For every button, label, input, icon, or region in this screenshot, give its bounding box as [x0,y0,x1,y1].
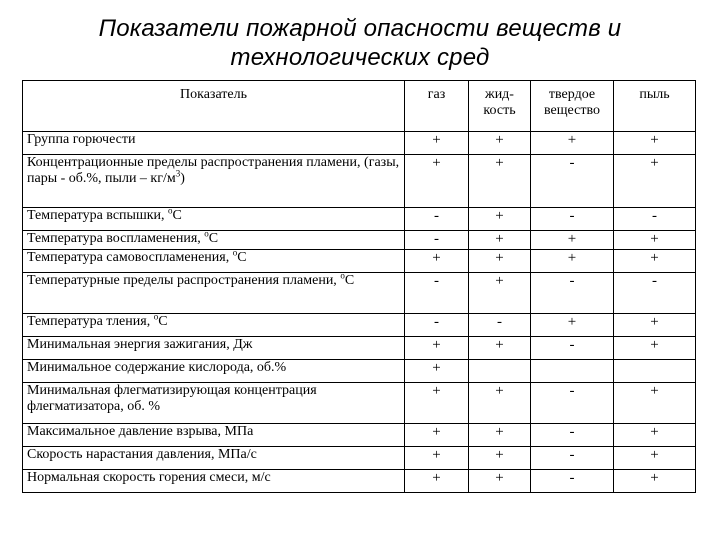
table-row [23,231,696,250]
indicator-unit-text: С [208,231,219,246]
cell-solid: + [531,314,614,337]
cell-gas: + [405,424,469,447]
cell-gas: - [405,208,469,231]
cell-dust [614,360,696,383]
cell-dust: - [614,273,696,314]
indicator-name-text: Максимальное давление взрыва, МПа [27,424,254,439]
cell-solid: + [531,250,614,273]
cell-liquid: + [469,155,531,208]
indicator-name-text: Минимальная флегматизирующая концентрация флегматизатора, об. % [27,383,317,414]
table-row [23,155,696,208]
cell-liquid [469,360,531,383]
header-gas: газ [405,81,469,132]
cell-liquid: + [469,383,531,424]
cell-gas: + [405,337,469,360]
indicator-name [23,205,405,231]
fire-hazard-table [22,80,696,493]
indicator-superscript: о [340,270,345,281]
indicator-superscript: 3 [175,168,181,179]
header-solid-line-1: твердое [548,87,596,102]
table-row [23,208,696,231]
title-line-2: технологических сред [230,44,490,71]
cell-liquid: + [469,337,531,360]
cell-solid: + [531,231,614,250]
header-dust: пыль [614,81,696,132]
cell-solid: - [531,447,614,470]
indicator-name [23,383,405,424]
cell-gas: - [405,231,469,250]
header-solid [531,81,614,132]
table-header-row [23,81,696,132]
indicator-name [23,228,405,250]
table-row [23,447,696,470]
indicator-superscript: о [204,228,209,239]
cell-dust: + [614,447,696,470]
header-liquid-line-1: жид- [485,87,514,102]
table-row [23,250,696,273]
indicator-name [23,360,405,383]
table-row [23,383,696,424]
indicator-name [23,270,405,314]
header-liquid [469,81,531,132]
indicator-name-text: Скорость нарастания давления, МПа/с [27,447,257,462]
page-title [0,14,720,72]
cell-liquid: - [469,314,531,337]
indicator-name [23,447,405,470]
cell-solid: + [531,132,614,155]
cell-gas: + [405,447,469,470]
cell-liquid: + [469,273,531,314]
cell-dust: + [614,337,696,360]
cell-liquid: + [469,132,531,155]
indicator-name [23,470,405,493]
table-row [23,360,696,383]
cell-liquid: + [469,208,531,231]
indicator-name-text: Нормальная скорость горения смеси, м/с [27,470,271,485]
indicator-unit-text: С [172,208,182,223]
table-row [23,273,696,314]
cell-gas: + [405,155,469,208]
cell-liquid: + [469,470,531,493]
cell-solid: - [531,424,614,447]
indicator-name-text: Группа горючести [27,132,136,147]
indicator-name-text: Температура вспышки, [27,208,169,223]
header-indicator: Показатель [23,81,405,132]
header-solid-line-2: вещество [544,103,600,118]
cell-dust: + [614,383,696,424]
indicator-name-text: Температура тления, [27,314,154,329]
indicator-name [23,132,405,155]
indicator-name-text: Температурные пределы распространения пламени, [27,273,341,288]
cell-gas: + [405,360,469,383]
header-liquid-line-2: кость [483,103,516,118]
cell-dust: + [614,250,696,273]
cell-liquid: + [469,424,531,447]
indicator-superscript: о [232,247,238,258]
cell-dust: + [614,231,696,250]
indicator-name [23,311,405,337]
cell-dust: + [614,155,696,208]
cell-gas: + [405,383,469,424]
indicator-name-text: Минимальная энергия зажигания, Дж [27,337,253,352]
cell-dust: + [614,132,696,155]
indicator-name-text: Температура воспламенения, [27,231,205,246]
cell-gas: + [405,250,469,273]
indicator-unit-text: С [237,250,247,265]
cell-dust: + [614,424,696,447]
table-row [23,337,696,360]
indicator-name [23,337,405,360]
cell-gas: + [405,132,469,155]
indicator-unit-text: ) [180,171,185,186]
cell-dust: + [614,314,696,337]
cell-gas: - [405,314,469,337]
cell-gas: + [405,470,469,493]
cell-solid: - [531,470,614,493]
cell-dust: + [614,470,696,493]
cell-solid: - [531,155,614,208]
table-row [23,314,696,337]
cell-solid: - [531,208,614,231]
indicator-name [23,247,405,273]
cell-liquid: + [469,250,531,273]
cell-dust: - [614,208,696,231]
indicator-name [23,424,405,447]
cell-liquid: + [469,447,531,470]
indicator-unit-text: С [344,273,355,288]
indicator-name-text: Концентрационные пределы распространения пламени, (газы, пары - об.%, пыли – кг/м [27,155,400,186]
indicator-unit-text: С [158,314,168,329]
cell-solid: - [531,273,614,314]
cell-solid: - [531,383,614,424]
indicator-name-text: Минимальное содержание кислорода, об.% [27,360,287,375]
cell-solid: - [531,337,614,360]
table-row [23,470,696,493]
table-row [23,424,696,447]
title-line-1: Показатели пожарной опасности веществ и [98,15,622,42]
table-row [23,132,696,155]
indicator-superscript: о [153,311,159,322]
indicator-superscript: о [168,205,173,216]
cell-solid [531,360,614,383]
cell-gas: - [405,273,469,314]
indicator-name [23,155,405,208]
cell-liquid: + [469,231,531,250]
indicator-name-text: Температура самовоспламенения, [27,250,233,265]
table-body [23,132,696,493]
